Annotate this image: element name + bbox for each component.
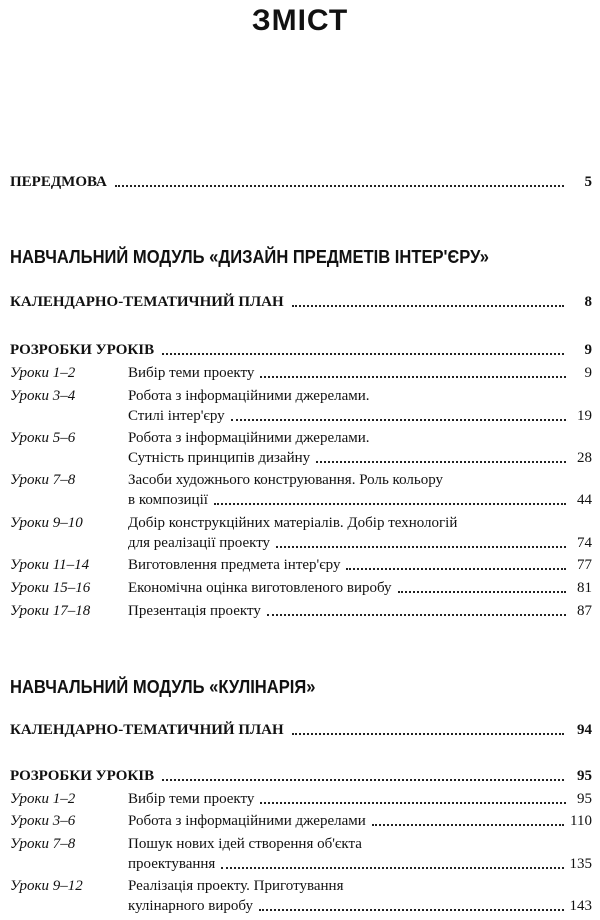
page-number: 95 (577, 768, 592, 784)
dot-leader (162, 779, 564, 781)
page-number: 135 (569, 856, 592, 872)
lesson-title: для реалізації проекту (128, 535, 271, 551)
page-number: 95 (577, 791, 592, 807)
lesson-entry[interactable] (10, 789, 592, 809)
dot-leader (260, 376, 566, 378)
toc-entry-lessons[interactable] (10, 766, 592, 786)
page-number: 74 (577, 535, 592, 551)
lesson-number: Уроки 1–2 (10, 365, 76, 381)
lesson-number: Уроки 17–18 (10, 603, 91, 619)
lesson-title: Засоби художнього конструювання. Роль кольору (128, 472, 443, 488)
entry-label: РОЗРОБКИ УРОКІВ (10, 342, 155, 358)
lesson-title: кулінарного виробу (128, 898, 253, 914)
lesson-title: Презентація проекту (128, 603, 261, 619)
page-number: 5 (584, 174, 592, 190)
lesson-entry[interactable] (10, 386, 592, 426)
lesson-entry[interactable] (10, 363, 592, 383)
toc-entry-plan[interactable] (10, 292, 592, 312)
dot-leader (398, 591, 566, 593)
lesson-title: Добір конструкційних матеріалів. Добір технологій (128, 515, 458, 531)
dot-leader (292, 733, 564, 735)
lesson-number: Уроки 3–4 (10, 388, 76, 404)
lesson-title: Пошук нових ідей створення об'єкта (128, 836, 362, 852)
lesson-title: Вибір теми проекту (128, 365, 255, 381)
page-number: 8 (584, 294, 592, 310)
entry-label: РОЗРОБКИ УРОКІВ (10, 768, 155, 784)
lesson-entry[interactable] (10, 834, 592, 874)
dot-leader (276, 546, 566, 548)
page-number: 19 (577, 408, 592, 424)
lesson-number: Уроки 5–6 (10, 430, 76, 446)
page-number: 110 (570, 813, 592, 829)
dot-leader (214, 503, 566, 505)
module-heading: НАВЧАЛЬНИЙ МОДУЛЬ «ДИЗАЙН ПРЕДМЕТІВ ІНТЕР'ЄРУ» (10, 247, 489, 267)
lesson-number: Уроки 9–12 (10, 878, 83, 894)
lesson-number: Уроки 1–2 (10, 791, 76, 807)
lesson-number: Уроки 7–8 (10, 472, 76, 488)
page-number: 94 (577, 722, 592, 738)
dot-leader (346, 568, 566, 570)
lesson-entry[interactable] (10, 555, 592, 575)
dot-leader (231, 419, 566, 421)
dot-leader (115, 185, 564, 187)
dot-leader (372, 824, 564, 826)
dot-leader (221, 867, 563, 869)
page-number: 87 (577, 603, 592, 619)
lesson-entry[interactable] (10, 811, 592, 831)
entry-label: КАЛЕНДАРНО-ТЕМАТИЧНИЙ ПЛАН (10, 722, 284, 738)
toc-entry-preface[interactable] (10, 172, 592, 192)
lesson-title: Сутність принципів дизайну (128, 450, 311, 466)
page-number: 143 (569, 898, 592, 914)
lesson-number: Уроки 7–8 (10, 836, 76, 852)
lesson-entry[interactable] (10, 876, 592, 916)
page-number: 9 (584, 365, 592, 381)
lesson-title: Реалізація проекту. Приготування (128, 878, 344, 894)
lesson-entry[interactable] (10, 513, 592, 553)
lesson-title: Вибір теми проекту (128, 791, 255, 807)
lesson-entry[interactable] (10, 601, 592, 621)
lesson-title: Робота з інформаційними джерелами (128, 813, 366, 829)
lesson-title: в композиції (128, 492, 208, 508)
page-title: ЗМІСТ (251, 4, 349, 37)
lesson-number: Уроки 9–10 (10, 515, 83, 531)
lesson-title: Стилі інтер'єру (128, 408, 225, 424)
lesson-title: Економічна оцінка виготовленого виробу (128, 580, 392, 596)
lesson-number: Уроки 3–6 (10, 813, 76, 829)
lesson-title: Робота з інформаційними джерелами. (128, 430, 370, 446)
dot-leader (259, 909, 564, 911)
dot-leader (162, 353, 564, 355)
page-number: 77 (577, 557, 592, 573)
dot-leader (292, 305, 564, 307)
lesson-title: проектування (128, 856, 216, 872)
entry-label: ПЕРЕДМОВА (10, 174, 107, 190)
lesson-number: Уроки 15–16 (10, 580, 91, 596)
lesson-entry[interactable] (10, 470, 592, 510)
lesson-title: Робота з інформаційними джерелами. (128, 388, 370, 404)
page-number: 81 (577, 580, 592, 596)
entry-label: КАЛЕНДАРНО-ТЕМАТИЧНИЙ ПЛАН (10, 294, 284, 310)
lesson-title: Виготовлення предмета інтер'єру (128, 557, 341, 573)
lesson-entry[interactable] (10, 578, 592, 598)
dot-leader (260, 802, 566, 804)
module-heading: НАВЧАЛЬНИЙ МОДУЛЬ «КУЛІНАРІЯ» (10, 677, 316, 697)
lesson-number: Уроки 11–14 (10, 557, 90, 573)
toc-entry-lessons[interactable] (10, 340, 592, 360)
lesson-entry[interactable] (10, 428, 592, 468)
dot-leader (316, 461, 566, 463)
page-number: 28 (577, 450, 592, 466)
page-number: 44 (577, 492, 592, 508)
toc-entry-plan[interactable] (10, 720, 592, 740)
dot-leader (267, 614, 566, 616)
page-number: 9 (584, 342, 592, 358)
